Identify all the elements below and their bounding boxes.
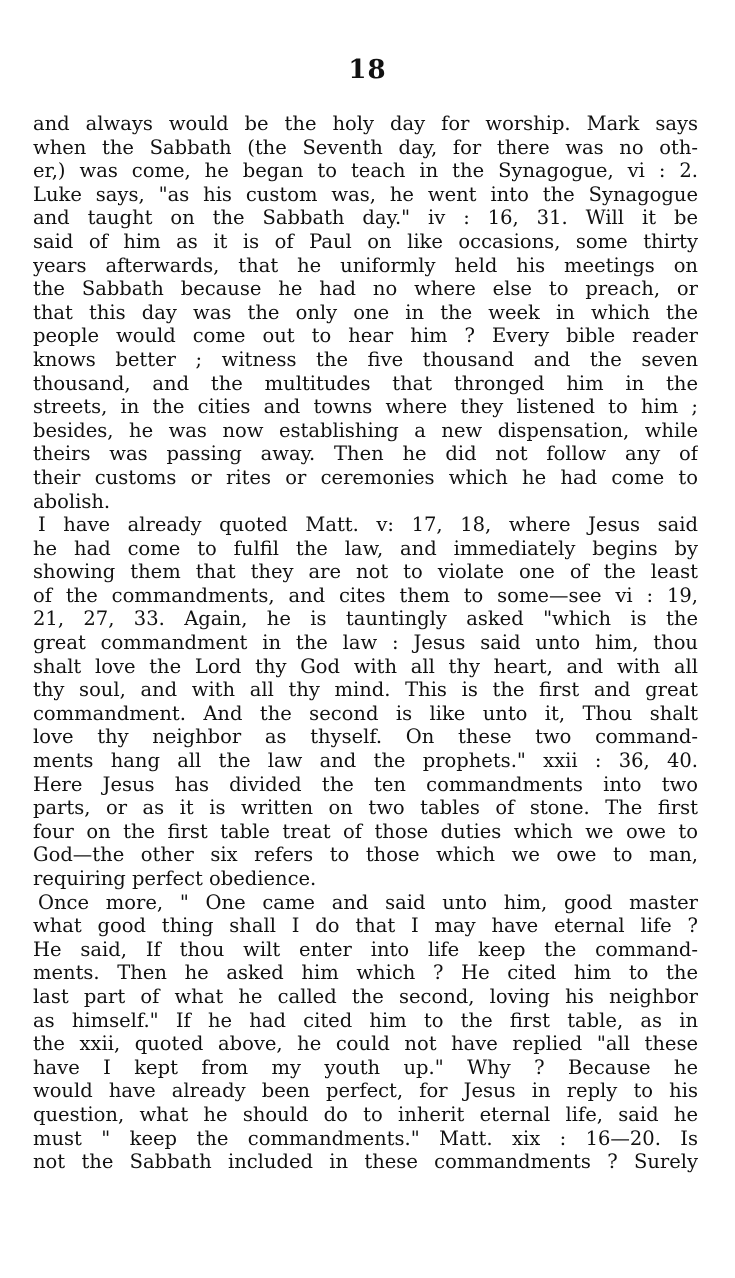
text-line: God—the other six refers to those which we owe to man, [33,843,698,867]
body-text [33,112,698,1174]
text-line: ments. Then he asked him which ? He cited him to the [33,961,698,985]
text-line: abolish. [33,489,111,513]
text-line: love thy neighbor as thyself. On these two command- [33,725,698,749]
text-line: showing them that they are not to violate one of the least [33,560,698,584]
text-line: shalt love the Lord thy God with all thy heart, and with all [33,654,698,678]
text-line: years afterwards, that he uniformly held his meetings on [33,253,698,277]
text-line: er,) was come, he began to teach in the Synagogue, vi : 2. [33,159,698,183]
text-line: streets, in the cities and towns where they listened to him ; [33,395,698,419]
text-line: people would come out to hear him ? Every bible reader [33,324,698,348]
text-line: have I kept from my youth up." Why ? Because he [33,1055,698,1079]
text-line: requiring perfect obedience. [33,867,317,890]
text-line: four on the first table treat of those duties which we owe to [33,819,698,843]
text-line: thy soul, and with all thy mind. This is the first and great [33,678,698,702]
text-line: what good thing shall I do that I may have eternal life ? [33,914,698,938]
text-line: as himself." If he had cited him to the first table, as in [33,1008,698,1032]
text-line: Luke says, "as his custom was, he went into the Synagogue [33,182,698,206]
text-line: said of him as it is of Paul on like occasions, some thirty [33,229,698,253]
text-line: commandment. And the second is like unto it, Thou shalt [33,701,698,725]
text-line: when the Sabbath (the Seventh day, for there was no oth- [33,135,698,159]
text-line: ments hang all the law and the prophets." xxii : 36, 40. [33,749,698,773]
text-line: he had come to fulfil the law, and immediately begins by [33,536,698,560]
text-line: must " keep the commandments." Matt. xix : 16—20. Is [33,1126,698,1150]
text-line: their customs or rites or ceremonies which he had come to [33,465,698,489]
text-line: theirs was passing away. Then he did not follow any of [33,442,698,466]
text-line: thousand, and the multitudes that thronged him in the [33,371,698,395]
text-line: knows better ; witness the five thousand and the seven [33,347,698,371]
text-line: I have already quoted Matt. v: 17, 18, where Jesus said [38,513,698,537]
text-line: not the Sabbath included in these commandments ? Surely [33,1150,698,1174]
text-line: and taught on the Sabbath day." iv : 16, 31. Will it be [33,206,698,230]
text-line: 21, 27, 33. Again, he is tauntingly asked "which is the [33,607,698,631]
text-line: and always would be the holy day for worship. Mark says [33,112,698,135]
text-line: that this day was the only one in the week in which the [33,300,698,324]
text-line: parts, or as it is written on two tables of stone. The first [33,796,698,820]
text-line: the xxii, quoted above, he could not have replied "all these [33,1032,698,1056]
text-line: Here Jesus has divided the ten commandments into two [33,772,698,796]
text-line: question, what he should do to inherit eternal life, said he [33,1102,698,1126]
text-line: of the commandments, and cites them to some—see vi : 19, [33,583,698,607]
text-line: the Sabbath because he had no where else to preach, or [33,277,698,301]
text-line: besides, he was now establishing a new dispensation, while [33,418,698,442]
text-line: last part of what he called the second, loving his neighbor [33,984,698,1008]
page-number: 18 [348,55,387,85]
text-line: Once more, " One came and said unto him, good master [38,890,698,914]
text-line: He said, If thou wilt enter into life keep the command- [33,937,698,961]
text-line: great commandment in the law : Jesus said unto him, thou [33,631,698,655]
text-line: would have already been perfect, for Jesus in reply to his [33,1079,698,1103]
